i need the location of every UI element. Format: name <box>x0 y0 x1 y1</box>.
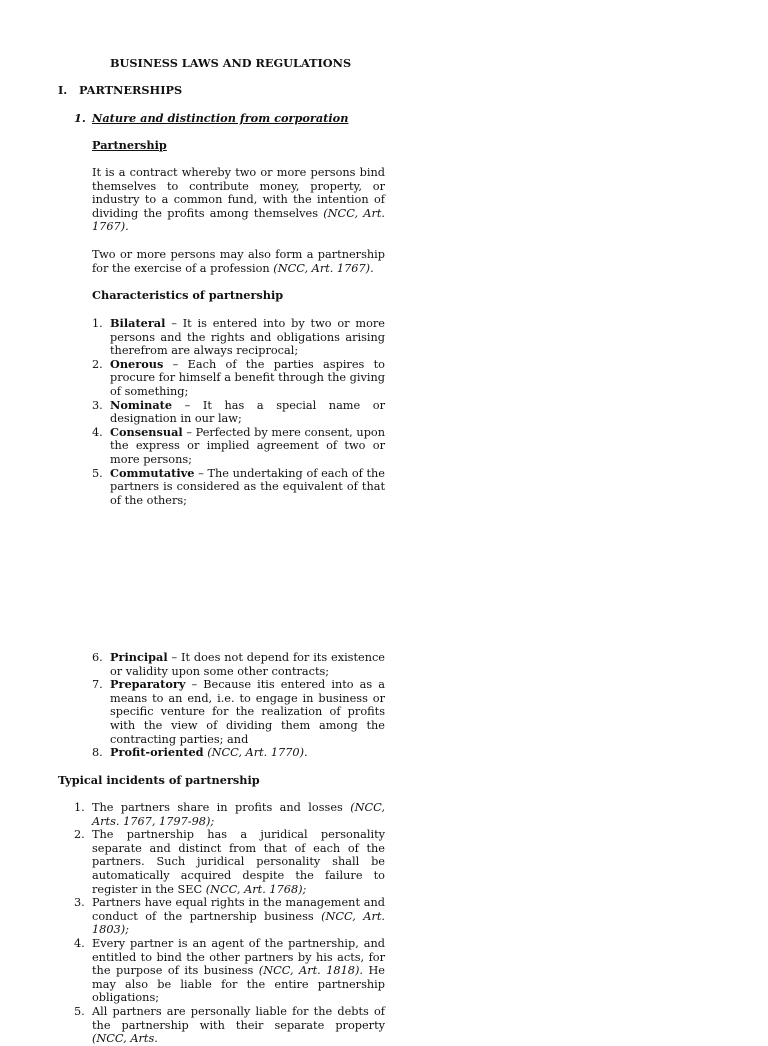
incident-citation: (NCC, Arts. <box>92 1032 158 1046</box>
characteristics-list <box>92 317 385 507</box>
characteristic-item <box>92 678 385 746</box>
characteristic-description: – Because itis entered into as a means to an end, i.e. to engage in business or specific venture for the realization of profits with the view of dividing them among the contracting parties; and <box>110 678 385 746</box>
incident-text: All partners are personally liable for the debts of the partnership with their separate property <box>92 1004 385 1032</box>
characteristic-term: Onerous <box>110 356 164 371</box>
definition-text: It is a contract whereby two or more persons bind themselves to contribute money, property, or industry to a common fund, with the intention of dividing the profits among themselves <box>92 166 385 220</box>
characteristic-term: Bilateral <box>110 316 166 330</box>
item-number: 6. <box>92 651 103 664</box>
item-number: 3. <box>74 896 85 910</box>
item-number: 2. <box>92 357 103 371</box>
profession-paragraph <box>92 248 385 275</box>
incident-citation: (NCC, Art. 1818). <box>258 964 363 978</box>
item-number: 5. <box>92 466 103 480</box>
characteristics-list-continued <box>92 651 385 760</box>
item-number: 3. <box>92 398 103 412</box>
item-number: 1. <box>92 317 103 330</box>
incident-text: Every partner is an agent of the partnership, and entitled to bind the other partners by his acts, for the purpose of its business <box>92 936 385 978</box>
profession-text: Two or more persons may also form a partnership for the exercise of a profession <box>92 248 385 275</box>
definition-citation: (NCC, Art. 1767). <box>92 206 385 234</box>
incident-citation: (NCC, Art. 1768); <box>205 882 307 896</box>
item-number: 2. <box>74 828 85 842</box>
characteristic-description: – Each of the parties aspires to procure for himself a benefit through the giving of something; <box>110 357 385 398</box>
item-number: 1. <box>74 801 85 814</box>
doc-title: BUSINESS LAWS AND REGULATIONS <box>110 56 352 70</box>
characteristic-description: – It does not depend for its existence or validity upon some other contracts; <box>110 651 385 678</box>
characteristic-citation: (NCC, Art. 1770). <box>207 746 308 760</box>
incidents-heading: Typical incidents of partnership <box>58 773 260 787</box>
definition-paragraph <box>92 166 385 234</box>
incident-citation: (NCC, Art. 1803); <box>92 909 385 937</box>
incident-text: The partnership has a juridical personality separate and distinct from that of each of the partners. Such juridical personality shall be automatically acquired despite the failure to register in the SEC <box>92 828 385 896</box>
item-number: 4. <box>92 425 103 439</box>
characteristic-term: Consensual <box>110 424 183 439</box>
characteristic-item <box>92 317 385 358</box>
characteristic-item <box>92 746 385 760</box>
characteristic-item <box>92 651 385 678</box>
incidents-list <box>74 801 385 1046</box>
profession-citation: (NCC, Art. 1767). <box>273 261 374 275</box>
characteristic-term: Commutative <box>110 465 195 480</box>
characteristic-term: Nominate <box>110 397 173 412</box>
characteristic-item <box>92 426 385 467</box>
characteristic-term: Principal <box>110 650 168 664</box>
characteristic-description: – Perfected by mere consent, upon the express or implied agreement of two or more persons; <box>110 425 385 466</box>
characteristics-heading: Characteristics of partnership <box>92 288 284 302</box>
incident-text: Partners have equal rights in the management and conduct of the partnership business <box>92 896 385 923</box>
incident-item <box>74 896 385 937</box>
incident-text: The partners share in profits and losses <box>92 801 351 814</box>
characteristic-item <box>92 399 385 426</box>
subsection-title: Nature and distinction from corporation <box>92 111 349 125</box>
characteristic-item <box>92 358 385 399</box>
item-number: 5. <box>74 1004 85 1018</box>
section-title: PARTNERSHIPS <box>79 83 183 97</box>
incident-item <box>74 828 385 896</box>
characteristic-term: Profit-oriented <box>110 745 204 760</box>
characteristic-description: – It has a special name or designation in our law; <box>110 398 385 426</box>
item-number: 7. <box>92 678 103 692</box>
incident-item <box>74 1005 385 1046</box>
incident-item <box>74 937 385 1005</box>
incident-text-continued: He may also be liable for the entire partnership obligations; <box>92 964 385 1005</box>
incidents-clip <box>74 801 385 1046</box>
item-number: 4. <box>74 936 85 950</box>
section-number: I. <box>58 83 68 97</box>
characteristic-item <box>92 467 385 508</box>
characteristic-description: – It is entered into by two or more persons and the rights and obligations arising therefrom are always reciprocal; <box>110 317 385 358</box>
item-number: 8. <box>92 746 103 760</box>
characteristic-description: – The undertaking of each of the partners is considered as the equivalent of that of the others; <box>110 466 385 507</box>
incident-item <box>74 801 385 828</box>
subsection-number: 1. <box>74 111 86 125</box>
incident-citation: (NCC, Arts. 1767, 1797-98); <box>92 801 385 828</box>
characteristic-term: Preparatory <box>110 677 186 692</box>
partnership-heading: Partnership <box>92 138 167 152</box>
